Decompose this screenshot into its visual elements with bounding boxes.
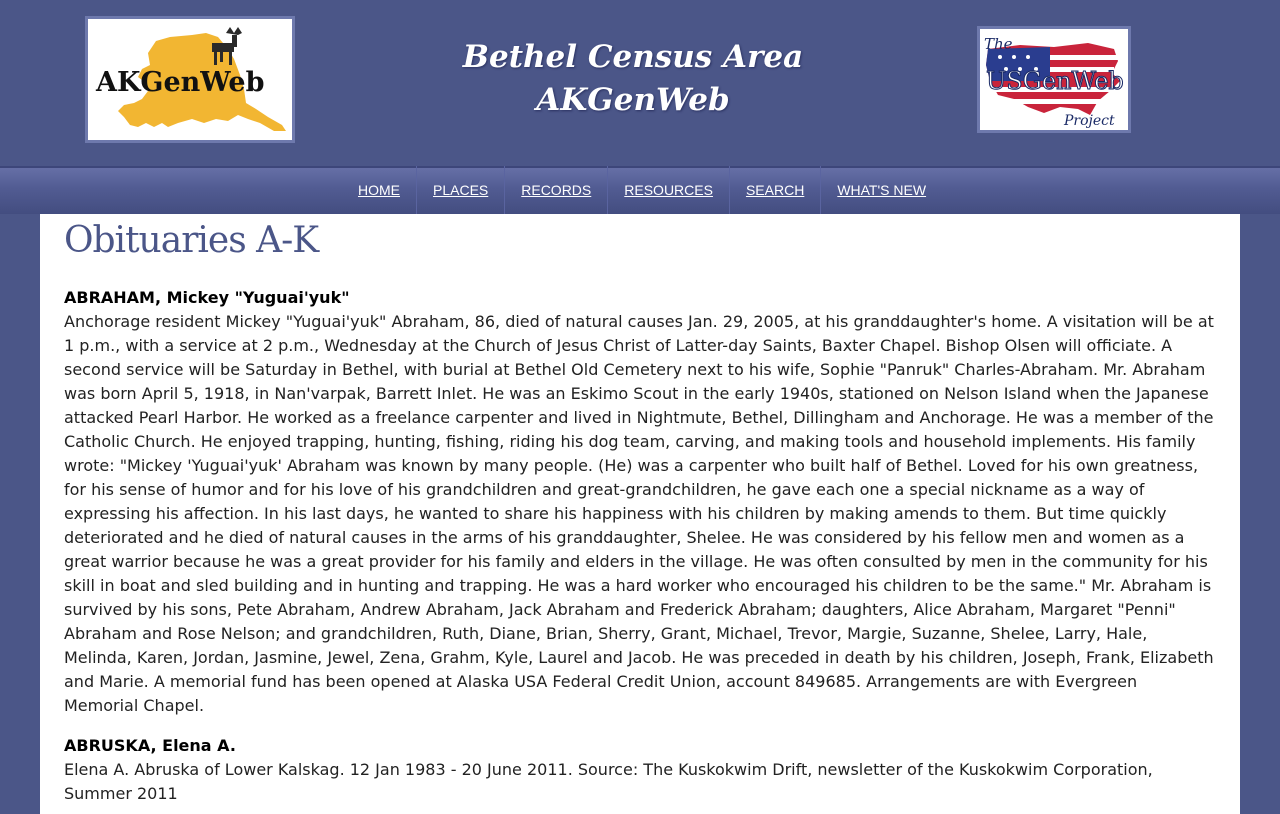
- site-header: [0, 0, 1280, 166]
- alaska-map-icon: [88, 19, 292, 140]
- nav-records-link[interactable]: RECORDS: [505, 166, 608, 214]
- akgenweb-logo[interactable]: [85, 16, 295, 143]
- site-title-line1: Bethel Census Area: [462, 39, 804, 75]
- obituary-entry: [64, 286, 1216, 718]
- svg-text:AKGenWeb: AKGenWeb: [96, 67, 265, 98]
- svg-text:USGenWeb: USGenWeb: [986, 67, 1124, 95]
- obituary-entry: [64, 734, 1216, 806]
- svg-text:The: The: [984, 35, 1013, 53]
- obituary-text: Anchorage resident Mickey "Yuguai'yuk" Abraham, 86, died of natural causes Jan. 29, 2005, at his granddaughter's home. A visitation will be at 1 p.m., with a service at 2 p.m., Wednesday at the Church of Jesus Christ of Latter-day Saints, Baxter Chapel. Bishop Olsen will officiate. A second service will be Saturday in Bethel, with burial at Bethel Old Cemetery next to his wife, Sophie "Panruk" Charles-Abraham. Mr. Abraham was born April 5, 1918, in Nan'varpak, Barrett Inlet. He was an Eskimo Scout in the early 1940s, stationed on Nelson Island when the Japanese attacked Pearl Harbor. He worked as a freelance carpenter and lived in Nightmute, Bethel, Dillingham and Anchorage. He was a member of the Catholic Church. He enjoyed trapping, hunting, fishing, riding his dog team, carving, and making tools and household implements. His family wrote: "Mickey 'Yuguai'yuk' Abraham was known by many people. (He) was a carpenter who built half of Bethel. Loved for his own greatness, for his sense of humor and for his love of his grandchildren and great-grandchildren, he gave each one a special nickname as a way of expressing his affection. In his last days, he wanted to share his happiness with his children by making amends to them. But time quickly deteriorated and he died of natural causes in the arms of his granddaughter, Shelee. He was considered by his fellow men and women as a great warrior because he was a great provider for his family and elders in the village. He was often consulted by men in the community for his skill in boat and sled building and in hunting and trapping. He was a hard worker who encouraged his children to be the same." Mr. Abraham is survived by his sons, Pete Abraham, Andrew Abraham, Jack Abraham and Frederick Abraham; daughters, Alice Abraham, Margaret "Penni" Abraham and Rose Nelson; and grandchildren, Ruth, Diane, Brian, Sherry, Grant, Michael, Trevor, Margie, Suzanne, Shelee, Larry, Hale, Melinda, Karen, Jordan, Jasmine, Jewel, Zena, Grahm, Kyle, Laurel and Jacob. He was preceded in death by his children, Joseph, Frank, Elizabeth and Marie. A memorial fund has been opened at Alaska USA Federal Credit Union, account 849685. Arrangements are with Evergreen Memorial Chapel.: [64, 312, 1214, 715]
- obituary-text: Elena A. Abruska of Lower Kalskag. 12 Jan 1983 - 20 June 2011. Source: The Kuskokwim Drift, newsletter of the Kuskokwim Corporation, Summer 2011: [64, 760, 1153, 803]
- nav-home-link[interactable]: HOME: [342, 166, 417, 214]
- site-title-line2: AKGenWeb: [536, 82, 730, 118]
- obituary-name: ABRUSKA, Elena A.: [64, 736, 236, 755]
- main-nav: [0, 166, 1280, 214]
- svg-text:Project: Project: [1064, 113, 1115, 129]
- nav-places-link[interactable]: PLACES: [417, 166, 505, 214]
- usgenweb-logo[interactable]: [977, 26, 1131, 133]
- nav-whats-new-link[interactable]: WHAT'S NEW: [837, 182, 927, 198]
- main-content: [40, 214, 1240, 814]
- page-title: Obituaries A-K: [64, 220, 319, 261]
- site-title: [400, 36, 866, 122]
- nav-search-link[interactable]: SEARCH: [730, 166, 821, 214]
- obituary-name: ABRAHAM, Mickey "Yuguai'yuk": [64, 288, 350, 307]
- nav-resources-link[interactable]: RESOURCES: [608, 166, 730, 214]
- us-flag-map-icon: [980, 29, 1128, 130]
